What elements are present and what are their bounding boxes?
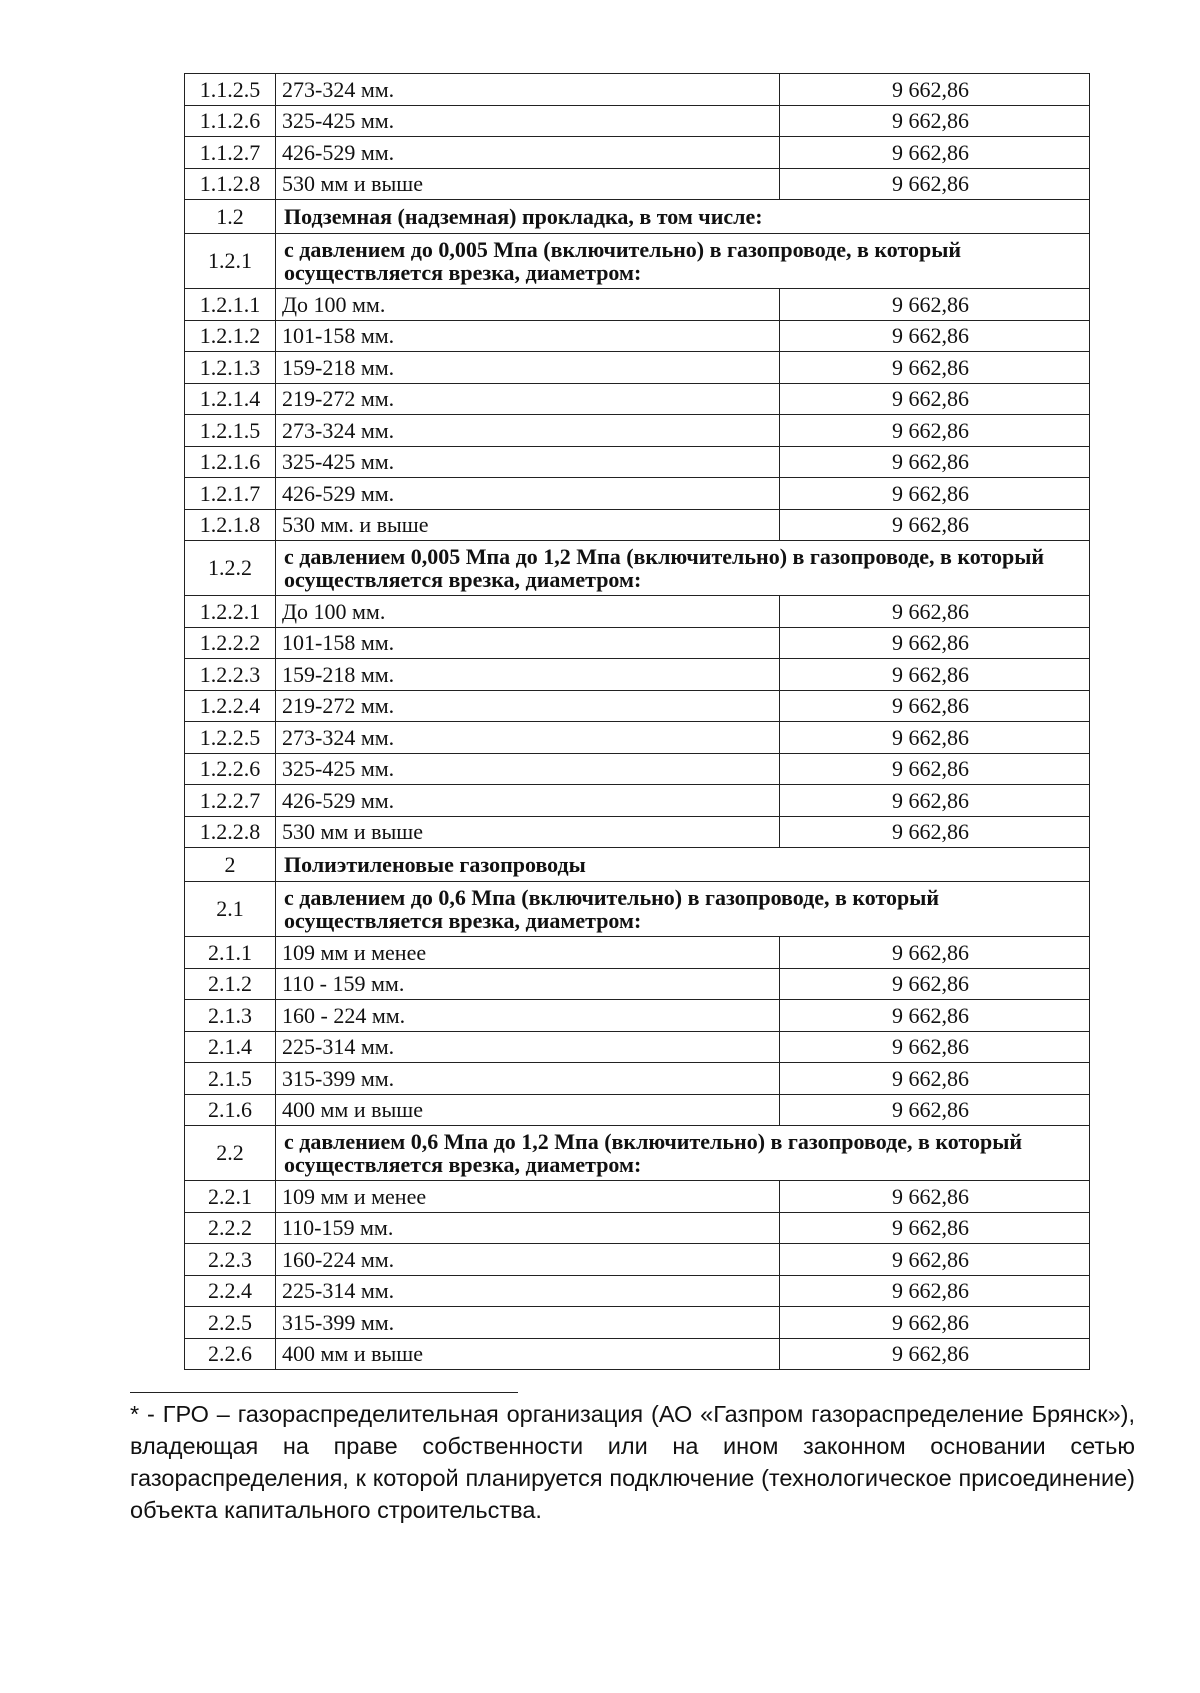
diameter-range: 160 - 224 мм. — [276, 1000, 780, 1032]
item-code: 1.1.2.8 — [185, 168, 276, 200]
item-code: 1.1.2.7 — [185, 137, 276, 169]
item-code: 2.1.1 — [185, 937, 276, 969]
price-value: 9 662,86 — [780, 1181, 1090, 1213]
item-code: 2.1.6 — [185, 1094, 276, 1126]
price-value: 9 662,86 — [780, 415, 1090, 447]
table-row — [185, 968, 1090, 1000]
diameter-range: 530 мм и выше — [276, 816, 780, 848]
price-value: 9 662,86 — [780, 383, 1090, 415]
diameter-range: 219-272 мм. — [276, 690, 780, 722]
price-value: 9 662,86 — [780, 659, 1090, 691]
item-code: 2.2.2 — [185, 1212, 276, 1244]
item-code: 1.2.2.3 — [185, 659, 276, 691]
table-row — [185, 659, 1090, 691]
price-value: 9 662,86 — [780, 596, 1090, 628]
price-value: 9 662,86 — [780, 168, 1090, 200]
table-row — [185, 289, 1090, 321]
table-row — [185, 1338, 1090, 1370]
table-row — [185, 1275, 1090, 1307]
section-title: с давлением до 0,6 Мпа (включительно) в газопроводе, в который осуществляется врезка, диаметром: — [276, 882, 1090, 937]
item-code: 2.1.2 — [185, 968, 276, 1000]
section-title: с давлением 0,005 Мпа до 1,2 Мпа (включительно) в газопроводе, в который осуществляется врезка, диаметром: — [276, 541, 1090, 596]
item-code: 1.2.2.1 — [185, 596, 276, 628]
table-row — [185, 383, 1090, 415]
section-code: 1.2.2 — [185, 541, 276, 596]
item-code: 2.2.3 — [185, 1244, 276, 1276]
table-row — [185, 937, 1090, 969]
item-code: 1.2.1.6 — [185, 446, 276, 478]
item-code: 1.2.1.5 — [185, 415, 276, 447]
table-row — [185, 1181, 1090, 1213]
diameter-range: 109 мм и менее — [276, 1181, 780, 1213]
diameter-range: 426-529 мм. — [276, 137, 780, 169]
diameter-range: 225-314 мм. — [276, 1031, 780, 1063]
table-row — [185, 785, 1090, 817]
price-value: 9 662,86 — [780, 1338, 1090, 1370]
item-code: 1.1.2.5 — [185, 74, 276, 106]
price-value: 9 662,86 — [780, 446, 1090, 478]
price-value: 9 662,86 — [780, 968, 1090, 1000]
table-row — [185, 137, 1090, 169]
section-title: с давлением до 0,005 Мпа (включительно) в газопроводе, в который осуществляется врезка, диаметром: — [276, 234, 1090, 289]
section-header-row — [185, 541, 1090, 596]
table-row — [185, 320, 1090, 352]
table-row — [185, 105, 1090, 137]
diameter-range: 219-272 мм. — [276, 383, 780, 415]
table-row — [185, 74, 1090, 106]
item-code: 2.2.5 — [185, 1307, 276, 1339]
item-code: 1.2.1.3 — [185, 352, 276, 384]
section-title: Подземная (надземная) прокладка, в том числе: — [276, 200, 1090, 234]
price-value: 9 662,86 — [780, 722, 1090, 754]
price-value: 9 662,86 — [780, 74, 1090, 106]
item-code: 1.2.2.7 — [185, 785, 276, 817]
diameter-range: 400 мм и выше — [276, 1338, 780, 1370]
diameter-range: 530 мм. и выше — [276, 509, 780, 541]
item-code: 1.2.1.7 — [185, 478, 276, 510]
diameter-range: 110 - 159 мм. — [276, 968, 780, 1000]
diameter-range: 530 мм и выше — [276, 168, 780, 200]
section-header-row — [185, 234, 1090, 289]
table-row — [185, 1212, 1090, 1244]
diameter-range: 325-425 мм. — [276, 446, 780, 478]
diameter-range: 315-399 мм. — [276, 1063, 780, 1095]
price-value: 9 662,86 — [780, 1063, 1090, 1095]
price-value: 9 662,86 — [780, 352, 1090, 384]
price-value: 9 662,86 — [780, 1031, 1090, 1063]
diameter-range: 101-158 мм. — [276, 320, 780, 352]
section-header-row — [185, 848, 1090, 882]
table-row — [185, 1307, 1090, 1339]
table-row — [185, 415, 1090, 447]
price-value: 9 662,86 — [780, 1000, 1090, 1032]
price-value: 9 662,86 — [780, 785, 1090, 817]
section-header-row — [185, 882, 1090, 937]
diameter-range: 325-425 мм. — [276, 753, 780, 785]
table-row — [185, 753, 1090, 785]
price-value: 9 662,86 — [780, 937, 1090, 969]
diameter-range: До 100 мм. — [276, 289, 780, 321]
section-header-row — [185, 1126, 1090, 1181]
diameter-range: 273-324 мм. — [276, 415, 780, 447]
price-value: 9 662,86 — [780, 478, 1090, 510]
item-code: 2.1.5 — [185, 1063, 276, 1095]
diameter-range: 400 мм и выше — [276, 1094, 780, 1126]
item-code: 1.2.2.8 — [185, 816, 276, 848]
diameter-range: 159-218 мм. — [276, 659, 780, 691]
table-row — [185, 478, 1090, 510]
item-code: 1.2.2.2 — [185, 627, 276, 659]
table-row — [185, 596, 1090, 628]
price-value: 9 662,86 — [780, 690, 1090, 722]
footnote-text: * - ГРО – газораспределительная организация (АО «Газпром газораспределение Брянск»), владеющая на праве собственности или на ином законном основании сетью газораспределения, к которой планируется подключение (технологическое присоединение) объекта капитального строительства. — [130, 1401, 1135, 1523]
tariff-table — [184, 73, 1090, 1370]
item-code: 2.1.3 — [185, 1000, 276, 1032]
item-code: 2.1.4 — [185, 1031, 276, 1063]
table-row — [185, 722, 1090, 754]
diameter-range: 109 мм и менее — [276, 937, 780, 969]
item-code: 1.1.2.6 — [185, 105, 276, 137]
item-code: 1.2.2.4 — [185, 690, 276, 722]
table-row — [185, 446, 1090, 478]
price-value: 9 662,86 — [780, 627, 1090, 659]
diameter-range: 225-314 мм. — [276, 1275, 780, 1307]
item-code: 2.2.6 — [185, 1338, 276, 1370]
table-row — [185, 1063, 1090, 1095]
item-code: 2.2.4 — [185, 1275, 276, 1307]
table-row — [185, 168, 1090, 200]
section-header-row — [185, 200, 1090, 234]
diameter-range: 160-224 мм. — [276, 1244, 780, 1276]
price-value: 9 662,86 — [780, 816, 1090, 848]
table-row — [185, 1244, 1090, 1276]
item-code: 1.2.2.5 — [185, 722, 276, 754]
table-row — [185, 627, 1090, 659]
section-code: 2 — [185, 848, 276, 882]
item-code: 1.2.2.6 — [185, 753, 276, 785]
price-value: 9 662,86 — [780, 1244, 1090, 1276]
diameter-range: 101-158 мм. — [276, 627, 780, 659]
price-value: 9 662,86 — [780, 137, 1090, 169]
footnote-separator — [130, 1392, 518, 1393]
section-title: с давлением 0,6 Мпа до 1,2 Мпа (включительно) в газопроводе, в который осуществляется врезка, диаметром: — [276, 1126, 1090, 1181]
item-code: 1.2.1.1 — [185, 289, 276, 321]
price-value: 9 662,86 — [780, 1275, 1090, 1307]
table-row — [185, 1000, 1090, 1032]
price-value: 9 662,86 — [780, 289, 1090, 321]
section-code: 1.2.1 — [185, 234, 276, 289]
price-value: 9 662,86 — [780, 105, 1090, 137]
price-value: 9 662,86 — [780, 1212, 1090, 1244]
table-row — [185, 816, 1090, 848]
price-value: 9 662,86 — [780, 753, 1090, 785]
price-value: 9 662,86 — [780, 1094, 1090, 1126]
price-value: 9 662,86 — [780, 1307, 1090, 1339]
section-code: 2.2 — [185, 1126, 276, 1181]
price-value: 9 662,86 — [780, 509, 1090, 541]
item-code: 1.2.1.2 — [185, 320, 276, 352]
section-code: 1.2 — [185, 200, 276, 234]
section-title: Полиэтиленовые газопроводы — [276, 848, 1090, 882]
item-code: 2.2.1 — [185, 1181, 276, 1213]
diameter-range: 273-324 мм. — [276, 722, 780, 754]
tariff-table-body — [185, 74, 1090, 1370]
diameter-range: 426-529 мм. — [276, 478, 780, 510]
table-row — [185, 690, 1090, 722]
diameter-range: 325-425 мм. — [276, 105, 780, 137]
table-row — [185, 1031, 1090, 1063]
table-row — [185, 1094, 1090, 1126]
diameter-range: До 100 мм. — [276, 596, 780, 628]
item-code: 1.2.1.4 — [185, 383, 276, 415]
diameter-range: 273-324 мм. — [276, 74, 780, 106]
table-row — [185, 509, 1090, 541]
table-row — [185, 352, 1090, 384]
diameter-range: 315-399 мм. — [276, 1307, 780, 1339]
diameter-range: 110-159 мм. — [276, 1212, 780, 1244]
section-code: 2.1 — [185, 882, 276, 937]
price-value: 9 662,86 — [780, 320, 1090, 352]
diameter-range: 159-218 мм. — [276, 352, 780, 384]
diameter-range: 426-529 мм. — [276, 785, 780, 817]
item-code: 1.2.1.8 — [185, 509, 276, 541]
